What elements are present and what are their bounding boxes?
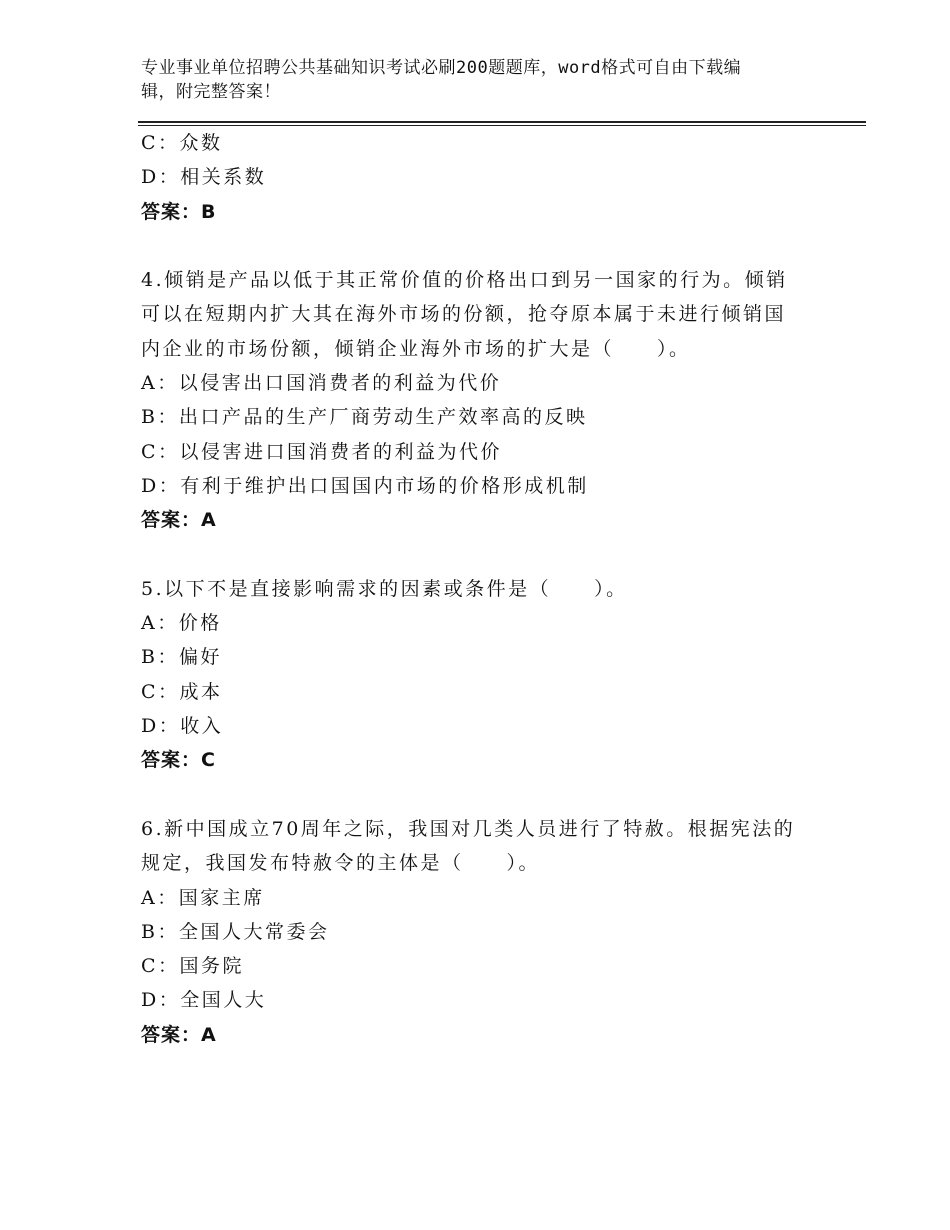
page-header [141, 56, 831, 104]
option-b: B：全国人大常委会 [141, 920, 330, 943]
option-d: D：全国人大 [141, 989, 267, 1012]
option-c: C：成本 [141, 680, 223, 703]
header-line-1: 专业事业单位招聘公共基础知识考试必刷200题题库，word格式可自由下载编 [141, 58, 742, 78]
question-stem-line: 规定，我国发布特赦令的主体是（ ）。 [141, 852, 541, 875]
option-a: A：价格 [141, 612, 222, 635]
question-stem-line: 内企业的市场份额，倾销企业海外市场的扩大是（ ）。 [141, 337, 691, 360]
answer-line: 答案：A [141, 1023, 217, 1046]
question-6 [141, 812, 831, 1052]
option-a: A：以侵害出口国消费者的利益为代价 [141, 372, 502, 395]
answer-line: 答案：A [141, 509, 217, 532]
option-b: B：偏好 [141, 646, 222, 669]
question-stem-line: 可以在短期内扩大其在海外市场的份额，抢夺原本属于未进行倾销国 [141, 303, 787, 326]
question-stem-line: 6.新中国成立70周年之际，我国对几类人员进行了特赦。根据宪法的 [141, 817, 796, 840]
option-d: D：收入 [141, 715, 224, 738]
previous-question-tail [141, 126, 831, 229]
spacer [141, 229, 831, 263]
header-line-2: 辑，附完整答案！ [141, 82, 281, 102]
question-5 [141, 572, 831, 778]
option-d: D：相关系数 [141, 166, 267, 189]
option-d: D：有利于维护出口国国内市场的价格形成机制 [141, 474, 589, 497]
question-stem-line: 4.倾销是产品以低于其正常价值的价格出口到另一国家的行为。倾销 [141, 269, 788, 292]
option-a: A：国家主席 [141, 886, 265, 909]
answer-line: 答案：B [141, 200, 217, 223]
header-divider-thick [138, 121, 866, 123]
option-c: C：众数 [141, 132, 223, 154]
spacer [141, 778, 831, 812]
question-4 [141, 263, 831, 537]
question-content [141, 126, 831, 1052]
option-b: B：出口产品的生产厂商劳动生产效率高的反映 [141, 406, 588, 429]
question-stem-line: 5.以下不是直接影响需求的因素或条件是（ ）。 [141, 577, 628, 600]
option-c: C：国务院 [141, 955, 245, 978]
answer-line: 答案：C [141, 749, 216, 772]
option-c: C：以侵害进口国消费者的利益为代价 [141, 440, 503, 463]
spacer [141, 538, 831, 572]
